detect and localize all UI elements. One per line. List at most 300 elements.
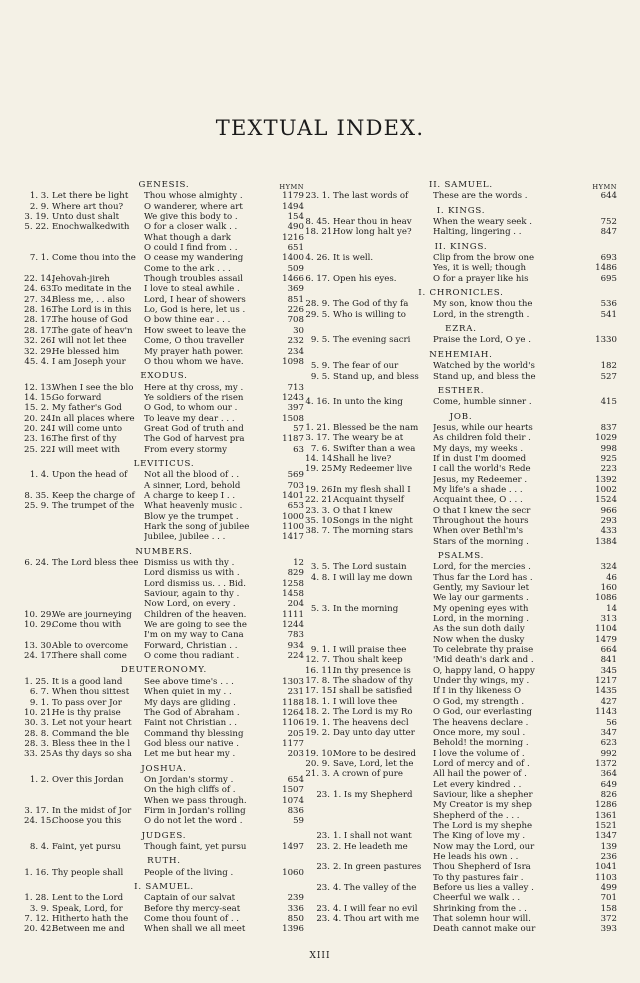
hymn-number: 713 [287, 382, 304, 393]
hymn-title: Not all the blood of . . [144, 470, 240, 481]
hymn-title: We lay our garments . [433, 593, 529, 604]
book-name: GENESIS. [138, 180, 190, 190]
index-row [305, 924, 617, 934]
index-row [24, 785, 304, 795]
hymn-title: Stars of the morning . [433, 536, 529, 547]
index-row [305, 335, 617, 345]
first-line: I will love thee [333, 696, 398, 707]
hymn-title: Come to the ark . . . [144, 263, 231, 274]
first-line: There shall come [52, 651, 127, 662]
verse-ref: 23. [316, 831, 330, 842]
hymn-title: Though troubles assail [144, 274, 244, 285]
first-line: Songs in the night [333, 515, 413, 526]
hymn-title: Cheerful we walk . . [433, 893, 521, 904]
index-row [24, 202, 304, 212]
first-line: He blessed him [52, 346, 120, 357]
section-heading [305, 242, 617, 252]
verse-ref: 23. 16. [24, 434, 55, 445]
index-row [305, 821, 617, 831]
index-row [305, 728, 617, 738]
verse-ref: 9. 1. [29, 697, 49, 708]
hymn-title: Thou whose almighty . [144, 191, 243, 202]
first-line: To meditate in the [52, 284, 132, 295]
verse-ref: 13. 30. [24, 640, 55, 651]
index-row [24, 641, 304, 651]
hymn-number: 415 [600, 397, 617, 408]
first-line [333, 583, 433, 593]
verse-ref: 7. 1. [29, 253, 49, 264]
first-line: The heavens decl [333, 717, 409, 728]
hymn-title: O do not let the word . [144, 816, 243, 827]
first-line: In my flesh shall I [333, 484, 411, 495]
index-row [305, 873, 617, 883]
book-name: II. KINGS. [434, 241, 488, 252]
hymn-title: Command thy blessing [144, 728, 244, 739]
verse-ref [24, 233, 52, 243]
first-line [333, 537, 433, 547]
first-line [333, 738, 433, 748]
index-row [24, 222, 304, 232]
book-name: ESTHER. [437, 385, 485, 396]
verse-ref: 28. 8. [24, 728, 49, 739]
section-heading [24, 882, 304, 892]
verse-ref: 3. 17. [305, 433, 330, 444]
hymn-title: What though a dark [144, 232, 231, 243]
verse-ref [305, 811, 333, 821]
hymn-title: Let me but hear my . [144, 749, 236, 760]
index-row [305, 604, 617, 614]
index-row [305, 831, 617, 841]
page-number: XIII [309, 951, 331, 961]
hymn-number: 30 [293, 325, 304, 336]
hymn-title: God bless our native . [144, 738, 239, 749]
verse-ref: 19. 10. [305, 748, 336, 759]
first-line: Swifter than a wea [333, 443, 416, 454]
first-line: The weary be at [333, 433, 404, 444]
hymn-number: 1521 [595, 820, 617, 831]
first-line: In the morning [333, 603, 399, 614]
verse-ref: 6. 7. [29, 687, 49, 698]
first-line: How long halt ye? [333, 227, 412, 238]
hymn-title: Lord, I hear of showers [144, 294, 246, 305]
index-row [305, 624, 617, 634]
hymn-title: O wanderer, where art [144, 201, 243, 212]
verse-ref: 9. 1. [310, 645, 330, 656]
hymn-number: 1303 [282, 676, 304, 687]
verse-ref: 18. 21. [305, 227, 336, 238]
hymn-title: Shepherd of the . . . [433, 810, 520, 821]
hymn-number: 1400 [282, 253, 304, 264]
verse-ref: 14. 14. [305, 453, 336, 464]
hymn-number: 992 [600, 748, 617, 759]
verse-ref [24, 512, 52, 522]
index-row [305, 697, 617, 707]
index-row [305, 718, 617, 728]
first-line: It is a good land [52, 676, 123, 687]
verse-ref: 17. 15. [305, 686, 336, 697]
first-line: More to be desired [333, 748, 417, 759]
first-line [333, 593, 433, 603]
hymn-number: 536 [600, 299, 617, 310]
section-heading [24, 547, 304, 557]
hymn-number: 708 [287, 315, 304, 326]
first-line: I shall be satisfied [333, 686, 413, 697]
verse-ref [305, 614, 333, 624]
index-row [305, 227, 617, 237]
verse-ref: 22. 14. [24, 274, 55, 285]
hymn-title: Dismiss us with thy . [144, 558, 235, 569]
first-line [52, 522, 144, 532]
first-line: Speak, Lord, for [52, 903, 123, 914]
index-row [305, 904, 617, 914]
hymn-title: Throughout the hours [433, 515, 529, 526]
book-name: I. KINGS. [436, 205, 486, 216]
verse-ref: 28. 3. [24, 738, 49, 749]
index-row [305, 749, 617, 759]
hymn-number: 1524 [595, 495, 617, 506]
hymn-title: Ye soldiers of the risen [144, 392, 244, 403]
index-row [305, 274, 617, 284]
hymn-number: 369 [287, 284, 304, 295]
verse-ref: 32. 26. [24, 336, 55, 347]
hymn-number: 1060 [282, 867, 304, 878]
index-row [305, 573, 617, 583]
first-line: Go forward [52, 392, 102, 403]
section-heading [24, 665, 304, 675]
hymn-number: 1100 [282, 522, 304, 532]
hymn-column-header: HYMN [279, 183, 304, 191]
index-row [305, 614, 617, 624]
hymn-number: 998 [600, 443, 617, 454]
first-line: Shall he live? [333, 453, 392, 464]
verse-ref: 4. 26. [305, 253, 330, 264]
index-row [24, 806, 304, 816]
section-heading [305, 386, 617, 396]
index-row [305, 686, 617, 696]
hymn-title: Great God of truth and [144, 423, 244, 434]
hymn-number: 347 [600, 727, 617, 738]
index-row [305, 485, 617, 495]
index-row [24, 383, 304, 393]
index-row [305, 464, 617, 474]
hymn-number: 850 [287, 914, 304, 925]
verse-ref: 6. 24. [24, 558, 49, 569]
hymn-number: 372 [600, 914, 617, 925]
index-row [305, 635, 617, 645]
book-name: JOB. [449, 411, 473, 422]
hymn-number: 203 [287, 749, 304, 760]
hymn-title: O come thou radiant . [144, 651, 240, 662]
index-row [24, 253, 304, 263]
verse-ref: 25. 22. [24, 444, 55, 455]
verse-ref: 5. 22. [24, 222, 49, 233]
verse-ref [24, 599, 52, 609]
hymn-column-header: HYMN [592, 183, 617, 191]
first-line [52, 589, 144, 599]
book-name: NUMBERS. [135, 546, 193, 557]
verse-ref: 3. 5. [310, 562, 330, 573]
first-line [333, 475, 433, 485]
hymn-number: 1384 [595, 536, 617, 547]
first-line: Day unto day utter [333, 727, 415, 738]
first-line: I will praise thee [333, 645, 407, 656]
index-row [305, 780, 617, 790]
index-row [305, 299, 617, 309]
hymn-title: My son, know thou the [433, 299, 533, 310]
index-row [24, 512, 304, 522]
hymn-number: 499 [600, 883, 617, 893]
hymn-number: 1216 [282, 232, 304, 243]
hymn-title: Praise the Lord, O ye . [433, 335, 531, 346]
index-row [24, 305, 304, 315]
first-line: He is thy praise [52, 707, 121, 718]
index-row [24, 445, 304, 455]
hymn-number: 653 [287, 501, 304, 512]
hymn-title: Let every kindred . . [433, 779, 522, 790]
first-line: 2. In green pastures [333, 862, 422, 873]
index-row [305, 562, 617, 572]
index-row [24, 599, 304, 609]
index-row [24, 212, 304, 222]
first-line [52, 599, 144, 609]
hymn-title: The King of love my . [433, 831, 526, 842]
verse-ref: 6. 17. [305, 273, 330, 284]
index-row [24, 630, 304, 640]
hymn-number: 324 [600, 562, 617, 573]
index-row [305, 310, 617, 320]
first-line: Able to overcome [52, 640, 129, 651]
first-line [52, 264, 144, 274]
index-row [24, 274, 304, 284]
verse-ref: 21. 3. [305, 769, 330, 780]
hymn-number: 1347 [595, 831, 617, 842]
section-heading [305, 350, 617, 360]
index-row [305, 666, 617, 676]
index-row [24, 718, 304, 728]
first-line: 4. I will fear no evil [333, 903, 418, 914]
index-row [305, 769, 617, 779]
first-line: When I see the blo [52, 382, 134, 393]
verse-ref: 5. 3. [310, 603, 330, 614]
hymn-number: 63 [293, 444, 304, 455]
hymn-title: When we pass through. [144, 795, 247, 806]
hymn-number: 1396 [282, 924, 304, 935]
first-line [52, 785, 144, 795]
hymn-title: Now may the Lord, our [433, 841, 535, 852]
index-row [305, 862, 617, 872]
hymn-title: As children fold their . [433, 433, 531, 444]
hymn-number: 293 [600, 515, 617, 526]
book-name: DEUTERONOMY. [120, 665, 208, 676]
verse-ref: 10. 21. [24, 707, 55, 718]
hymn-number: 226 [287, 305, 304, 316]
first-line: Who is willing to [333, 309, 406, 320]
book-name: RUTH. [147, 856, 181, 867]
hymn-title: Thus far the Lord has . [433, 572, 533, 583]
index-row [305, 372, 617, 382]
first-line [52, 796, 144, 806]
verse-ref: 24. 15. [24, 816, 55, 827]
verse-ref: 9. 5. [310, 335, 330, 346]
hymn-title: Lord dismiss us. . . Bid. [144, 578, 246, 589]
book-name: JUDGES. [141, 830, 187, 841]
index-row [305, 655, 617, 665]
index-row [24, 295, 304, 305]
verse-ref: 23. [316, 903, 330, 914]
hymn-title: A charge to keep I . . [144, 490, 236, 501]
hymn-title: Under thy wings, my . [433, 676, 530, 687]
verse-ref: 19. 26. [305, 484, 336, 495]
hymn-number: 232 [287, 336, 304, 347]
hymn-number: 1041 [595, 862, 617, 873]
index-row [24, 522, 304, 532]
hymn-title: O for a closer walk . . [144, 222, 238, 233]
hymn-number: 826 [600, 789, 617, 800]
hymn-title: To thy pastures fair . [433, 872, 524, 883]
verse-ref: 23. [316, 841, 330, 852]
index-row [24, 336, 304, 346]
verse-ref [24, 522, 52, 532]
hymn-number: 1000 [282, 511, 304, 522]
first-line [333, 635, 433, 645]
section-heading [24, 831, 304, 841]
hymn-title: On Jordan's stormy . [144, 774, 234, 785]
index-row [24, 816, 304, 826]
verse-ref [24, 568, 52, 578]
first-line: To pass over Jor [52, 697, 122, 708]
verse-ref: 24. 63. [24, 284, 55, 295]
index-row [24, 284, 304, 294]
index-row [24, 414, 304, 424]
verse-ref: 8. 45. [305, 217, 330, 228]
index-row [24, 677, 304, 687]
section-heading [24, 459, 304, 469]
hymn-number: 569 [287, 470, 304, 481]
verse-ref: 19. 2. [305, 727, 330, 738]
first-line [333, 614, 433, 624]
hymn-title: The God of harvest pra [144, 434, 245, 445]
book-name: NEHEMIAH. [429, 349, 493, 360]
verse-ref: 29. 5. [305, 309, 330, 320]
hymn-title: Thou Shepherd of Isra [433, 862, 531, 873]
index-row [24, 424, 304, 434]
hymn-title: If I in thy likeness O [433, 686, 522, 697]
hymn-number: 231 [287, 687, 304, 698]
hymn-number: 1111 [282, 609, 304, 620]
hymn-number: 1177 [282, 738, 304, 749]
hymn-number: 1106 [282, 718, 304, 729]
section-heading [24, 856, 304, 866]
hymn-title: That solemn hour will. [433, 914, 531, 925]
hymn-title: O bow thine ear . . . [144, 315, 231, 326]
hymn-number: 1098 [282, 356, 304, 367]
verse-ref: 16. 11. [305, 665, 336, 676]
hymn-number: 14 [606, 603, 617, 614]
verse-ref [305, 852, 333, 862]
hymn-number: 925 [600, 453, 617, 464]
hymn-title: On the high cliffs of . [144, 785, 236, 796]
hymn-title: Forward, Christian . . [144, 640, 238, 651]
hymn-number: 224 [287, 651, 304, 662]
verse-ref: 1. 3. [29, 191, 49, 202]
verse-ref: 45. 4. [24, 356, 49, 367]
first-line: When thou sittest [52, 687, 130, 698]
index-row [24, 558, 304, 568]
first-line [52, 579, 144, 589]
first-line: Unto dust shalt [52, 212, 120, 223]
verse-ref [305, 780, 333, 790]
hymn-title: When over Bethl'm's [433, 526, 524, 537]
hymn-number: 46 [606, 572, 617, 583]
hymn-title: My life's a shade . . . [433, 484, 523, 495]
verse-ref: 23. 1. [305, 191, 330, 202]
first-line: My father's God [52, 403, 122, 414]
hymn-title: As the sun doth daily [433, 624, 525, 635]
first-line: I am Joseph your [52, 356, 126, 367]
first-line: Blessed be the nam [333, 422, 419, 433]
hymn-number: 1179 [282, 191, 304, 202]
hymn-title: O God, our everlasting [433, 707, 532, 718]
hymn-number: 223 [600, 464, 617, 475]
verse-ref: 23. [316, 789, 330, 800]
first-line: We are journeying [52, 609, 132, 620]
index-row [305, 253, 617, 263]
hymn-title: O for a prayer like his [433, 273, 529, 284]
hymn-number: 345 [600, 665, 617, 676]
verse-ref: 7. 6. [310, 443, 330, 454]
verse-ref: 20. 9. [305, 758, 330, 769]
verse-ref: 23. [316, 883, 330, 893]
hymn-number: 841 [600, 655, 617, 666]
index-row [305, 191, 617, 201]
hymn-title: Come, O thou traveller [144, 336, 244, 347]
hymn-title: He leads his own . . [433, 851, 519, 862]
verse-ref [305, 893, 333, 903]
hymn-title: Shrinking from the . . [433, 903, 527, 914]
first-line [333, 852, 433, 862]
verse-ref: 18. 1. [305, 696, 330, 707]
hymn-title: Now Lord, on every . [144, 599, 236, 610]
hymn-number: 393 [600, 924, 617, 935]
index-row [24, 315, 304, 325]
first-line [52, 630, 144, 640]
hymn-title: O cease my wandering [144, 253, 244, 264]
verse-ref: 7. 12. [24, 914, 49, 925]
index-row [24, 868, 304, 878]
hymn-title: People of the living . [144, 867, 234, 878]
index-row [24, 434, 304, 444]
verse-ref: 14. 15. [24, 392, 55, 403]
index-row [24, 589, 304, 599]
book-name: I. CHRONICLES. [418, 288, 504, 299]
index-row [305, 433, 617, 443]
first-line: Come thou with [52, 620, 122, 631]
first-line: The fear of our [333, 361, 399, 372]
first-line [52, 512, 144, 522]
first-line [52, 568, 144, 578]
index-row [305, 852, 617, 862]
index-row [24, 393, 304, 403]
verse-ref: 20. 24. [24, 413, 55, 424]
verse-ref: 35. 10. [305, 515, 336, 526]
index-row [24, 610, 304, 620]
hymn-number: 1458 [282, 589, 304, 600]
first-line [333, 780, 433, 790]
index-row [305, 526, 617, 536]
hymn-number: 160 [600, 583, 617, 594]
hymn-number: 490 [287, 222, 304, 233]
verse-ref [24, 481, 52, 491]
